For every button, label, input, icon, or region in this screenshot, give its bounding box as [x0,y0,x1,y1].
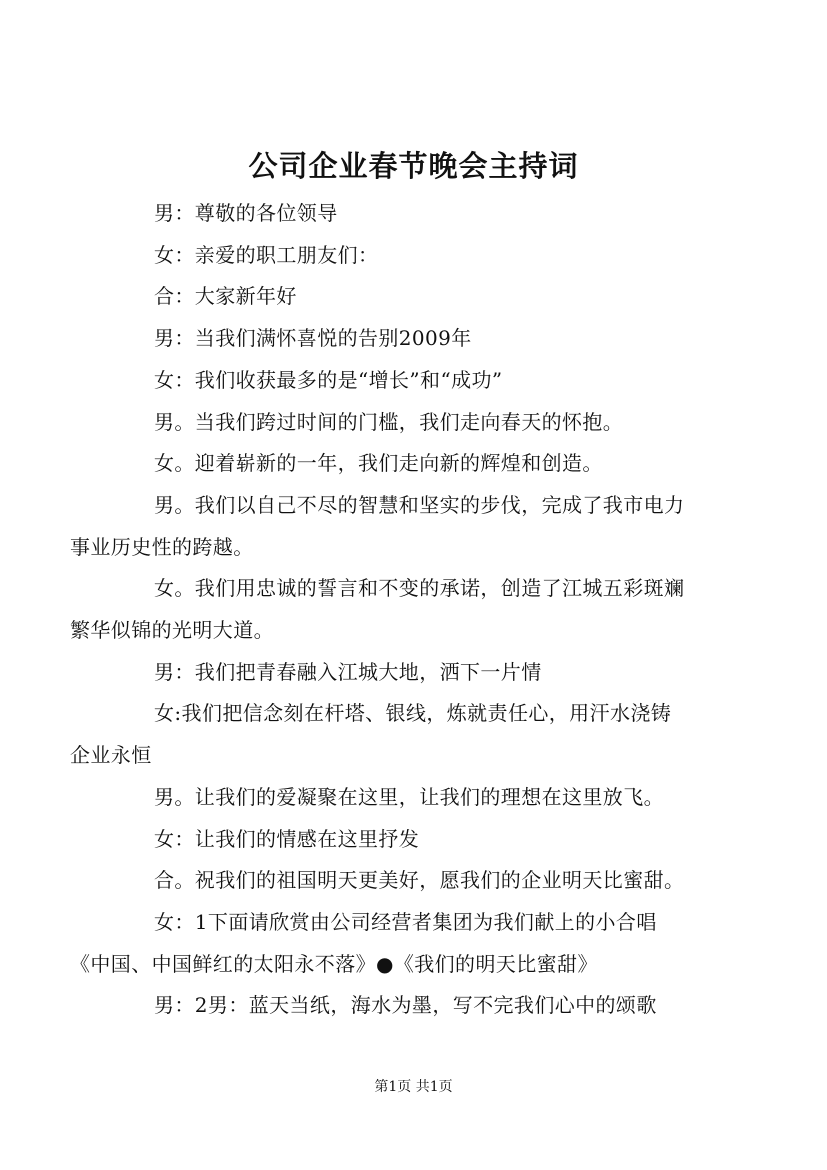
dialogue-paragraph [70,568,732,651]
paragraph-line: 事业历史性的跨越。 [70,534,254,559]
dialogue-paragraph [112,443,732,485]
document-body [70,193,732,1027]
paragraph-line: 女：我们收获最多的是“增长”和“成功” [154,367,503,392]
paragraph-line: 《中国、中国鲜红的太阳永不落》●《我们的明天比蜜甜》 [70,951,598,976]
paragraph-line: 女：让我们的情感在这里抒发 [154,826,420,851]
dialogue-paragraph [112,235,732,277]
dialogue-paragraph [112,402,732,444]
dialogue-paragraph [112,652,732,694]
dialogue-paragraph [70,693,732,776]
page-footer: 第1页 共1页 [374,1079,453,1095]
paragraph-line: 合。祝我们的祖国明天更美好，愿我们的企业明天比蜜甜。 [154,868,685,893]
paragraph-line: 男：当我们满怀喜悦的告别2009年 [154,326,472,351]
paragraph-line: 男：2男：蓝天当纸，海水为墨，写不完我们心中的颂歌 [154,993,657,1018]
dialogue-paragraph [112,318,732,360]
paragraph-line: 男：尊敬的各位领导 [154,201,338,225]
paragraph-line: 女:我们把信念刻在杆塔、银线，炼就责任心，用汗水浇铸 [154,701,672,726]
dialogue-paragraph [112,819,732,861]
paragraph-line: 企业永恒 [70,743,152,768]
paragraph-line: 男。让我们的爱凝聚在这里，让我们的理想在这里放飞。 [154,784,664,809]
document-title: 公司企业春节晚会主持词 [248,149,579,183]
paragraph-line: 女：亲爱的职工朋友们： [154,242,379,267]
dialogue-paragraph [112,276,732,318]
dialogue-paragraph [112,777,732,819]
paragraph-line: 繁华似锦的光明大道。 [70,618,274,643]
paragraph-line: 女。我们用忠诚的誓言和不变的承诺，创造了江城五彩斑斓 [154,576,685,601]
paragraph-line: 男。我们以自己不尽的智慧和坚实的步伐，完成了我市电力 [154,492,685,517]
dialogue-paragraph [70,485,732,568]
paragraph-line: 男。当我们跨过时间的门槛，我们走向春天的怀抱。 [154,409,624,434]
dialogue-paragraph [112,985,732,1027]
dialogue-paragraph [112,860,732,902]
dialogue-paragraph [112,193,732,235]
paragraph-line: 合：大家新年好 [154,284,297,309]
dialogue-paragraph [70,902,732,985]
paragraph-line: 女：1下面请欣赏由公司经营者集团为我们献上的小合唱 [154,909,657,934]
paragraph-line: 女。迎着崭新的一年，我们走向新的辉煌和创造。 [154,451,603,476]
dialogue-paragraph [112,360,732,402]
paragraph-line: 男：我们把青春融入江城大地，洒下一片情 [154,659,542,684]
